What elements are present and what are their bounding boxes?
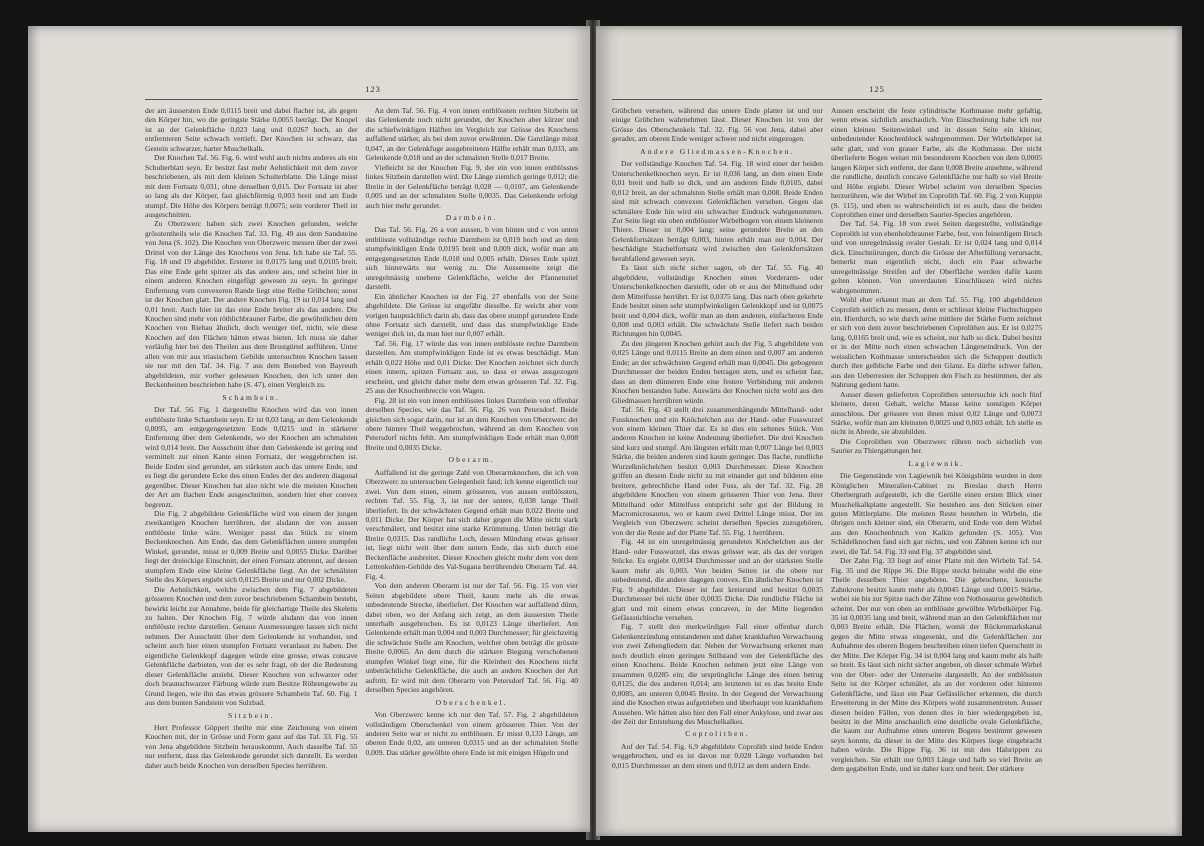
- paragraph: An dem Taf. 56. Fig. 4 von innen entblössten rechten Sitzbein ist das Gelenkende noch nicht gerundet, der Knochen aber kürzer und die schiefwinkligen Hälften im Vergleich zur Grösse des Knochens auffallend stärker, als bei dem zuvor erwähnten. Die Ganzlänge misst 0,047, an der Gelenkfuge ausgebreiteten Hälfte erhält man 0,033, am Gelenkende 0,018 und an der schmalsten Stelle 0,017 Breite.: [365, 106, 578, 163]
- paragraph: Auffallend ist die geringe Zahl von Oberarmknochen, die ich von Oberzwerc zu untersuchen Gelegenheit fand; ich kenne eigentlich nur zwei. Von dem einen, einem grösseren, von aussen entblössten, rechten Taf. 55. Fig. 3, ist nur der untere, 0,038 lange Theil überliefert. In der schwächsten Gegend erhält man 0,022 Breite und 0,011 Dicke. Der Körper hat sich daher gegen die Mitte nicht stark verschmälert, und besitzt eine starke Krümmung. Unten beträgt die Breite 0,0315. Das randliche Loch, dessen Mündung etwas grösser ist, liegt nicht weit über dem untern Ende, das sich durch eine Beckenfläche ausbreitet. Dieser Knochen gleicht mehr dem von dem Lettenkohlen-Gebilde des Val-Sugana herrührenden Oberarm Taf. 44. Fig. 4.: [365, 467, 578, 581]
- paragraph: Der Taf. 54. Fig. 18 von zwei Seiten dargestellte, vollständige Coprolith ist von ebenholzbrauner Farbe, fest, von feinerdigem Bruch und von unregelmässig ovaler Gestalt. Er ist 0,024 lang und 0,014 dick. Einschnürungen, durch die Grösse der Afterfüllung verursacht, bemerkt man eigentlich nicht, doch ein Paar schwache unregelmässige Streifen auf der Oberfläche werden dafür kaum gelten können. Von unverdauten Einschlüssen wird nichts wahrgenommen.: [831, 219, 1042, 295]
- left-page: [28, 26, 590, 832]
- page-number: 123: [365, 84, 381, 94]
- paragraph: Es lässt sich nicht sicher sagen, ob der Taf. 55. Fig. 40 abgebildete, vollständige Knochen einen Vorderarm- oder Unterschenkelknochen darstellt, oder ob er aus der Mittelhand oder dem Mittelfusse herrührt. Er ist 0,0375 lang. Das nach oben gekehrte Ende besitzt einen sehr stumpfwinkeligen Gelenkkopf und ist 0,0075 breit und 0,004 dick, wofür man an dem anderen, einfacheren Ende 0,008 und 0,003 erhält. Die schwächste Stelle liefert nach beiden Richtungen hin 0,0045.: [612, 263, 823, 339]
- header-rule: [612, 99, 1042, 100]
- paragraph: Der Taf. 56. Fig. 1 dargestellte Knochen wird das von innen entblösste linke Schambein seyn. Er ist 0,03 lang, an dem Gelenkende 0,0095, am entgegengesetzten Ende 0,0215 und in stärkerer Entfernung über dem Gelenkende, wo der Knochen am schmalsten wird 0,014 breit. Der Ausschnitt über dem Gelenkende ist gering und vermittelt zur einen Kante einen Fortsatz, der weggebrochen ist. Beide Enden sind gerundet, am stärksten auch das untere Ende, und es liegt die gerundete Ecke des einen Endes der des anderen diagonal gegenüber. Dieser Knochen hat also nicht wie die meisten Knochen der Art am flachen Ende ausgeschnitten, sondern hier eher convex begrenzt.: [145, 405, 358, 509]
- text-column-right: [365, 106, 579, 757]
- paragraph: Der Zahn Fig. 33 liegt auf einer Platte mit den Wirbeln Taf. 54. Fig. 35 und der Rippe 36. Die Rippe steckt beinahe wohl die eine Theile desselben Thier angehören. Die gebrochene, konische Zahnkrone besitzt kaum mehr als 0,0045 Länge und 0,0015 Stärke, wobei sie bis zur Spitze nach der Zähne von Nothosaurus gewöhnlich scheint. Der nur von oben an entblösste gewölbte Wirbelkörper Fig. 35 ist 0,0035 lang und breit, während man an den Gelenkflächen nur 0,003 Breite erhält. Die Flächen, womit der Rückenmarkskanal gegen die Mitte etwas eingesenkt, und die Gelenkflächen zur Aufnahme des oberen Bogens beschreiben einen tiefen Querschnitt in der Mitte. Der Körper Fig. 34 ist 0,004 lang und kaum mehr als halb so breit. Es lässt sich nicht sicher angeben, ob dieser schmale Wirbel von der Ober- oder der Unterseite dargestellt. An der entblössten Seite ist der Körper schmäler, als an der vorderen oder hinteren Gelenkfläche, und lässt ein Paar Gefässlöcher erkennen, die durch Erweiterung in der Mitte des Körpers wohl zusammentreten. Ausser diesen beiden Fällen, von denen dies in hier wiedergegeben ist, besitzt in der Mitte anschaulich eine deutliche ovale Gelenkfläche, die kaum zur Aufnahme eines unteren Bogens bestimmt gewesen seyn konnte, da dieser in der Mitte des Körpers liege eingebracht haben würde. Die Rippe Fig. 36 ist mit den Halsrippen zu vergleichen. Sie erhält nur 0,003 Länge und halb so viel Breite an dem gegabelten Ende, und ist daher kurz und breit. Der stärkere: [831, 556, 1042, 774]
- paragraph: Zu Oberzwerc haben sich zwei Knochen gefunden, welche grösstentheils wie die Knochen Taf. 33. Fig. 49 aus dem Sandsteine von Jena (S. 102). Die Knochen von Oberzwerc messen über der zwei Drittel von der Länge des Knochens von Jena. Ich habe sie Taf. 55. Fig. 18 und 19 abgebildet. Ersterer ist 0,0175 lang und 0,0105 breit. Das eine Ende geht spitzer als das andere aus, und scheint hier in einem anderen Knochen eingefügt gewesen zu seyn. In geringer Entfernung vom convexeren Rande liegt eine Reihe Grübchen; sonst ist der Knochen glatt. Der andere Knochen Fig. 19 ist 0,014 lang und 0,01 breit. Auch hier ist das eine Ende breiter als das andere. Die Knochen sind mehr von röthlichbrauner Farbe, die gewöhnlichen dem Knochen von Riebau ähnlich, doch weniger tief, nicht, wie diese Knochen auf den Flächen hätten etwas bieten. Ich muss sie daher vorläufig hier bei den Theilen aus dem Brustgürtel aufführen. Unter allen von mir aus triasischem Gebilde untersuchten Knochen lassen sie nur mit den Taf. 34. Fig. 7 aus dem Bonebed von Bayreuth abgebildeten, mir vorher gelesenen Knochen, den ich unter den Beckenbeinen beschrieben habe (S. 47), einen Vergleich zu.: [145, 219, 358, 390]
- paragraph: Der Knochen Taf. 56. Fig. 6. wird wohl auch nichts anderes als ein Schulterblatt seyn. Er besitzt fast mehr Aehnlichkeit mit dem zuvor beschriebenen, als mit dem kleinen Schulterblatte. Die Länge misst mit dem Fortsatz 0,031, ohne denselben 0,015. Der Fortsatz ist aber so lang als der Körper, fast gleichförmig 0,003 breit und am Ende stumpf. Die Höhe des Körpers beträgt 0,0075; sein vorderer Theil ist ausgeschnitten.: [145, 153, 358, 219]
- paragraph: Grübchen versehen, während das untere Ende platter ist und nur einige Grübchen wahrnehmen lässt. Dieser Knochen ist von der Grösse des Oberschenkels Taf. 32. Fig. 56 von Jena, dabei aber gerader, am oberen Ende weniger schwer und nicht eingezogen.: [612, 106, 823, 144]
- paragraph: Fig. 7 stellt den merkwürdigen Fall einer offenbar durch Gelenkentzündung entstandenen und daher krankhaften Verwachsung von zwei Zehengliedern dar. Neben der Verwachsung erkennt man noch deutlich einen geringen Stillstand von der Gelenkfläche des einen Knochens. Beide Knochen nehmen jetzt eine Länge von zusammen 0,0285 ein; die ursprüngliche Länge des einen betrug 0,0125, die des anderen 0,014; am letzteren ist es das breite Ende 0,0085, am unteren 0,0045 Breite. In der Gegend der Verwachsung sind die Knochen etwas aufgetrieben und überhaupt von krankhaftem Aussehen. Wir hätten also hier den Fall einer Ankylose, und zwar aus der Zeit der Entstehung des Muschelkalkes.: [612, 622, 823, 726]
- section-heading: Schambein.: [222, 392, 281, 402]
- paragraph: Fig. 28 ist ein von innen entblösstes linkes Darmbein von offenbar derselben Species, wie das Taf. 56. Fig. 26 von Petersdorf. Beide gleichen sich sogar darin, nur ist an dem Knochen von Oberzwerc der obere hintere Theil weggebrochen, während an dem Knochen von Petersdorf nichts fehlt. Am stumpfwinkligen Ende erhält man 0,008 Breite und 0,0035 Dicke.: [365, 395, 578, 452]
- section-heading: Oberschenkel.: [435, 697, 508, 707]
- header-rule: [145, 99, 578, 100]
- paragraph: Der vollständige Knochen Taf. 54. Fig. 18 wird einer der beiden Unterschenkelknochen seyn. Er ist 0,036 lang, an dem einen Ende 0,01 breit und halb so dick, und am anderen Ende 0,0105, dabei 0,012 breit, an der schmalsten Stelle erhält man 0,008. Beide Enden sind mit schwach convexen Gelenkflächen versehen. Gegen das schmälere Ende hin wird ein schwacher Eindruck wahrgenommen. Zur Seite liegt ein oben entblösster Wirbelbogen von einem kleineren Thiere. Dieser ist 0,004 lang; seine gerundete Breite an den Gelenkfortsätzen beträgt 0,003, hinten erhält man nur 0,004. Der beschädigte Stachelfortsatz wird zwischen den Gelenkfortsätzen herabfallend gewesen seyn.: [612, 159, 823, 263]
- section-heading: Sitzbein.: [227, 710, 275, 720]
- paragraph: Herr Professor Göppert theilte mir eine Zeichnung von einem Knochen mit, der in Grösse und Form ganz auf das Taf. 33. Fig. 55 von Jena abgebildete Sitzbein herauskommt. Auch dasselbe Taf. 55 nur entfernt, dass das Gelenkende gerundet sich darstellt. Es werden daher auch beide Knochen von derselben Species herrühren.: [145, 723, 358, 770]
- paragraph: Auf der Taf. 54. Fig. 6,9 abgebildete Coprolith sind beide Enden weggebrochen, und es ist davon nur 0,028 Länge vorhanden bei 0,015 Durchmesser an dem einen und 0,012 an dem andern Ende.: [612, 741, 823, 770]
- paragraph: Von Oberzwerc kenne ich nur den Taf. 57. Fig. 2 abgebildeten vollständigen Oberschenkel von einem grösseren Thier. Von der anderen Seite war er nicht zu entblössen. Er misst 0,133 Länge, am oberen Ende 0,02, am unteren 0,0315 und an der schmalsten Stelle 0,009. Das stärker gewölbte obere Ende ist mit einigen Hügeln und: [365, 710, 578, 757]
- paragraph: Die Gegenstände von Lagiewnik bei Königshütte wurden in dem Königlichen Mineralien-Cabinet zu Breslau durch Herrn Oberbergrath aufgestellt, ich die Gerölle einen ersten Blick einer Muschelkalkplatte angestellt. Sie bestehen aus den Stücken einer guten Mittlerplatte. Die meisten Reste bestehen in Wirbeln, die übrigen noch kleiner sind, ein Oberarm, und Ende von dem Wirbel aus den Knochenbruch von Kalkin gefunden (S. 105). Von Schädelknochen fand sich gar nichts, und von Zähnen kenne ich nur zwei, die Taf. 54. Fig. 33 und Fig. 37 abgebildet sind.: [831, 471, 1042, 556]
- page-number: 125: [869, 84, 885, 94]
- paragraph: Taf. 56. Fig. 17 würde das von innen entblösste rechte Darmbein darstellen. Am stumpfwinkligen Ende ist es etwas beschädigt. Man erhält 0,022 Höhe und 0,01 Dicke. Der Knochen zeichnet sich durch einen innern, spitzen Fortsatz aus, so dass er etwas ausgezogen erscheint, und gleicht daher mehr dem etwas grösseren Taf. 32. Fig. 25 aus der Knochenbreccie von Wagen.: [365, 338, 578, 396]
- paragraph: Aussen erscheint die feste cylindrische Kothmasse mehr gefaltig, wenn etwas sichtlich anschaulich. Von Einschnürung habe ich nur einen kleinen Seitenwinkel und in dessen Seite ein kleiner, unbedeutender Knochenblock wahrgenommen. Der Wirbelkörper ist sehr glatt, und von grauer Farbe, als die Kothmasse. Der nicht überlieferte Bogen weiset mit besonderem Knochen von dem 0,0005 langen Körper sich entfernt, der dann 0,008 Breite annehme, während die rundliche, deutlich concave Gelenkfläche nur halb so viel Breite und Höhe ergiebt. Dieser Wirbel scheint von derselben Species herzurühren, wie der Wirbel im Coprolith Taf. 60. Fig. 2 von Kuppin (S. 115), und eben so wahrscheinlich ist es auch, dass die beiden Coprolithen einer und derselben Saurier-Species angehören.: [831, 106, 1042, 219]
- section-heading: Andere Gliedmassen-Knochen.: [640, 146, 795, 156]
- section-heading: Coprolithen.: [685, 729, 750, 739]
- paragraph: Vielleicht ist der Knochen Fig. 9, der ein von innen entblösstes linkes Sitzbein darstellen wird. Die Länge ziemlich geringe 0,012; die Breite in der Gelenkfläche beträgt 0,028 — 0,0107, am Gelenkende 0,005 und an der schmalsten Stelle 0,0035. Das Gelenkende erfolgt auch hier mehr gerundet.: [365, 162, 578, 210]
- paragraph: Von dem anderen Oberarm ist nur der Taf. 56. Fig. 15 von vier Seiten abgebildete obere Theil, kaum mehr als die etwas unbedeutende Strecke, überliefert. Der Knochen war auffallend dünn, dabei oben, wo der Anfang sich zeigt, an dem äussersten Theile unterhalb ausgebrochen. Es ist 0,0123 Länge überliefert. Am Gelenkende erhält man 0,004 und 0,003 Durchmesser; für gleichzeitig die schwächste Stelle am Knochen, welcher oben beträgt die grösste Breite 0,0065. An dem durch die stärkere Biegung verschobenen stumpfen Winkel liegt eine, für die Kleinheit des Knochens nicht unbeträchtliche Gelenkfläche, die auch an andern Knochen der Art auftritt. Er wird mit dem Oberarm von Petersdorf Taf. 56. Fig. 40 derselben Species angehören.: [365, 581, 579, 695]
- text-column-left: [145, 106, 358, 770]
- paragraph: Taf. 56. Fig. 43 stellt drei zusammenhängende Mittelhand- oder Fussknochen und ein Knöchelchen aus der Hand- oder Fusswurzel von einem kleinen Thier dar. Es ist dies ein seltenes Stück. Von anderen Knochen ist keine Andeutung überliefert. Die drei Knochen sind kurz und stumpf. Am längsten erhält man 0,007 Länge bei 0,003 Stärke, die beiden anderen sind kaum geringer. Das flache, rundliche Wurzelknöchelchen besitzt 0,003 Durchmesser. Diese Knochen griffen an diesem Ende nicht zu mit einander gut und bildeten eine breitere, gebrechliche Hand oder Fuss, als der Taf. 32. Fig. 28 abgebildete Knochen von einem grösseren Thier von Jena. Ihrer Mittelhand oder Mittelfuss entspricht sehr gut der Bildung in Macromicrosaurus, wo er kaum zwei Drittel Länge misst. Der im Vergleich von Oberzwerc scheint derselben Species zuzugehören, von der die Reste auf der Platte Taf. 55. Fig. 1 herrühren.: [612, 405, 823, 537]
- right-page: [596, 26, 1182, 836]
- paragraph: Die Aehnlichkeit, welche zwischen dem Fig. 7 abgebildeten grösseren Knochen und dem zuvor beschriebenen Schambein besteht, bewirkt leicht zur Annahme, beide für gleichartige Theile des Skeletts zu halten. Der Knochen Fig. 7 würde alsdann das von innen entblösste rechte darstellen. Genaue Ausmessungen lassen sich nicht nehmen. Der Ausschnitt über dem Gelenkende ist vorhanden, und scheint auch hier einen stumpfen Fortsatz veranlasst zu haben. Der eigentliche Gelenkkopf dagegen würde eine grosse, etwas concave Gelenkfläche darbieten, von der es sehr fragt, ob der die Bedeutung dieser Gelenkfläche ansieht. Dieser Knochen von schwarzer oder doch braunschwarzer Färbung würde zum Besitze Röhrengewebe zu Grund liegen, wie ihn das etwas grössere Schambein Taf. 60. Fig. 1 aus dem bunten Sandstein von Sulzbad.: [145, 584, 358, 708]
- paragraph: Die Fig. 2 abgebildete Gelenkfläche wird von einem der jungen zweikantigen Knochen herrühren, der alsdann der von aussen entblösste linke wäre. Weniger passt das Stück zu einem Beckenknochen. Am Ende, das dem Gelenkflächen untere stumpfen Winkel, gerundet, misst er 0,009 Breite und 0,0055 Dicke. Darüber liegt der dreieckige Einschnitt, der einen Fortsatz abtrennt, auf dessen stumpfem Ende eine kleine Gelenkfläche liegt. An der schmälsten Stelle des Körpers ergiebt sich 0,0125 Breite und nur 0,002 Dicke.: [145, 509, 358, 585]
- paragraph: Ausser diesen gelieferten Coprolithen untersuchte ich noch fünf kleinere, deren Gehalt, welche Masse keine sonstigen Körper ausschloss. Der grössere von ihnen misst 0,02 Länge und 0,0073 Stärke, wofür man am kleinsten 0,0025 und 0,003 erhält. Ich stelle es nicht in Abrede, sie abzubilden.: [831, 389, 1042, 437]
- paragraph: Das Taf. 56. Fig. 26 a von aussen, b von hinten und c von unten entblösste vollständige rechte Darmbein ist 0,019 hoch und an dem stumpfwinkligen Ende 0,0195 breit und 0,009 dick, wofür man am entgegengesetzten Ende 0,018 und 0,005 erhält. Dieses Ende spitzt sich hinterwärts nur wenig zu. Die Aussenseite zeigt die unregelmässig unebene Gelenkfläche, welche der Pfannenstiel darstellt.: [365, 225, 578, 292]
- paragraph: Zu den jüngeren Knochen gehört auch der Fig. 5 abgebildete von 0,025 Länge und 0,0115 Breite an dem einen und 0,007 am anderen Ende; an der schwächsten Gegend erhält man 0,0045. Die gebogenen Durchmesser der beiden Enden betragen stets, und es scheint fast, dass an dem dünneren Ende eine festere Verbindung mit anderen Knochen bestanden habe. Auswärts der Knochen nicht wohl aus den Gliedmassen herrühren würde.: [612, 338, 823, 405]
- section-heading: Oberarm.: [448, 455, 495, 465]
- paragraph: Wohl eher erkennt man an dem Taf. 55. Fig. 100 abgebildeten Coprolith seitlich zu messen, denn er schliesst kleine Fischschuppen ein. Hierdurch, so wie durch seine mittlere der Stärke Form zeichnet er sich von dem zuvor beschriebenen Coprolithen aus. Er ist 0,0275 lang, 0,0165 breit und, wie es scheint, nur halb so dick. Dabei besitzt er in der Mitte noch einen schwachen Längeneindruck. Von der weisslichen Kothmasse unterscheiden sich die Schuppen deutlich durch ihre gelbliche Farbe und den Glanz. Es dürfte schwer fallen, aus den Ueberresten der Schuppen den Fisch zu bestimmen, der als Nahrung gedient hatte.: [831, 295, 1042, 390]
- section-heading: Lagiewnik.: [908, 458, 965, 468]
- paragraph: der am äussersten Ende 0,0115 breit und dabei flacher ist, als gegen den Körper hin, wo die geringste Stärke 0,0055 beträgt. Der Knopel ist an der Gelenkfläche 0,023 lang und 0,0267 hoch, an der entfernteren Seite schwach vertieft. Der Knochen ist schwarz, das Gestein schwarzer, harter Muschelkalk.: [145, 106, 358, 153]
- paragraph: Fig. 44 ist ein unregelmässig gerundetes Knöchelchen aus der Hand- oder Fusswurzel, das etwas grösser war, als das der vorigen Stücke. Es ergiebt 0,0034 Durchmesser und an der stärksten Stelle kaum mehr als 0,003. Von beiden Seiten ist die obere nur unbedeutend, die andere dagegen convex. Ein ähnlicher Knochen ist Fig. 9 abgebildet. Dieser ist fast kreisrund und besitzt 0,0035 Durchmesser bei nicht über 0,0035 Dicke. Die rundliche Fläche ist glatt und mit einem etwas concaven, in der Mitte liegenden Gefässstichloche versehen.: [612, 537, 823, 623]
- text-column-right: [831, 106, 1042, 774]
- text-column-left: [612, 106, 823, 770]
- text-block: [612, 106, 1042, 774]
- text-block: [145, 106, 579, 770]
- paragraph: Die Coprolithen von Oberzwerc rühren noch sicherlich von Saurier zu Thiergattungen her.: [831, 436, 1042, 456]
- section-heading: Darmbein.: [445, 212, 498, 222]
- paragraph: Ein ähnlicher Knochen ist der Fig. 27 ebenfalls von der Seite abgebildete. Die Grösse ist ungefähr dieselbe. Er weicht aber vom vorigen hauptsächlich darin ab, dass das obere stumpf gerundete Ende ohne Fortsatz sich darstellt, und dass das stumpfwinklige Ende weniger dick ist, da man hier nur 0,007 erhält.: [365, 291, 578, 339]
